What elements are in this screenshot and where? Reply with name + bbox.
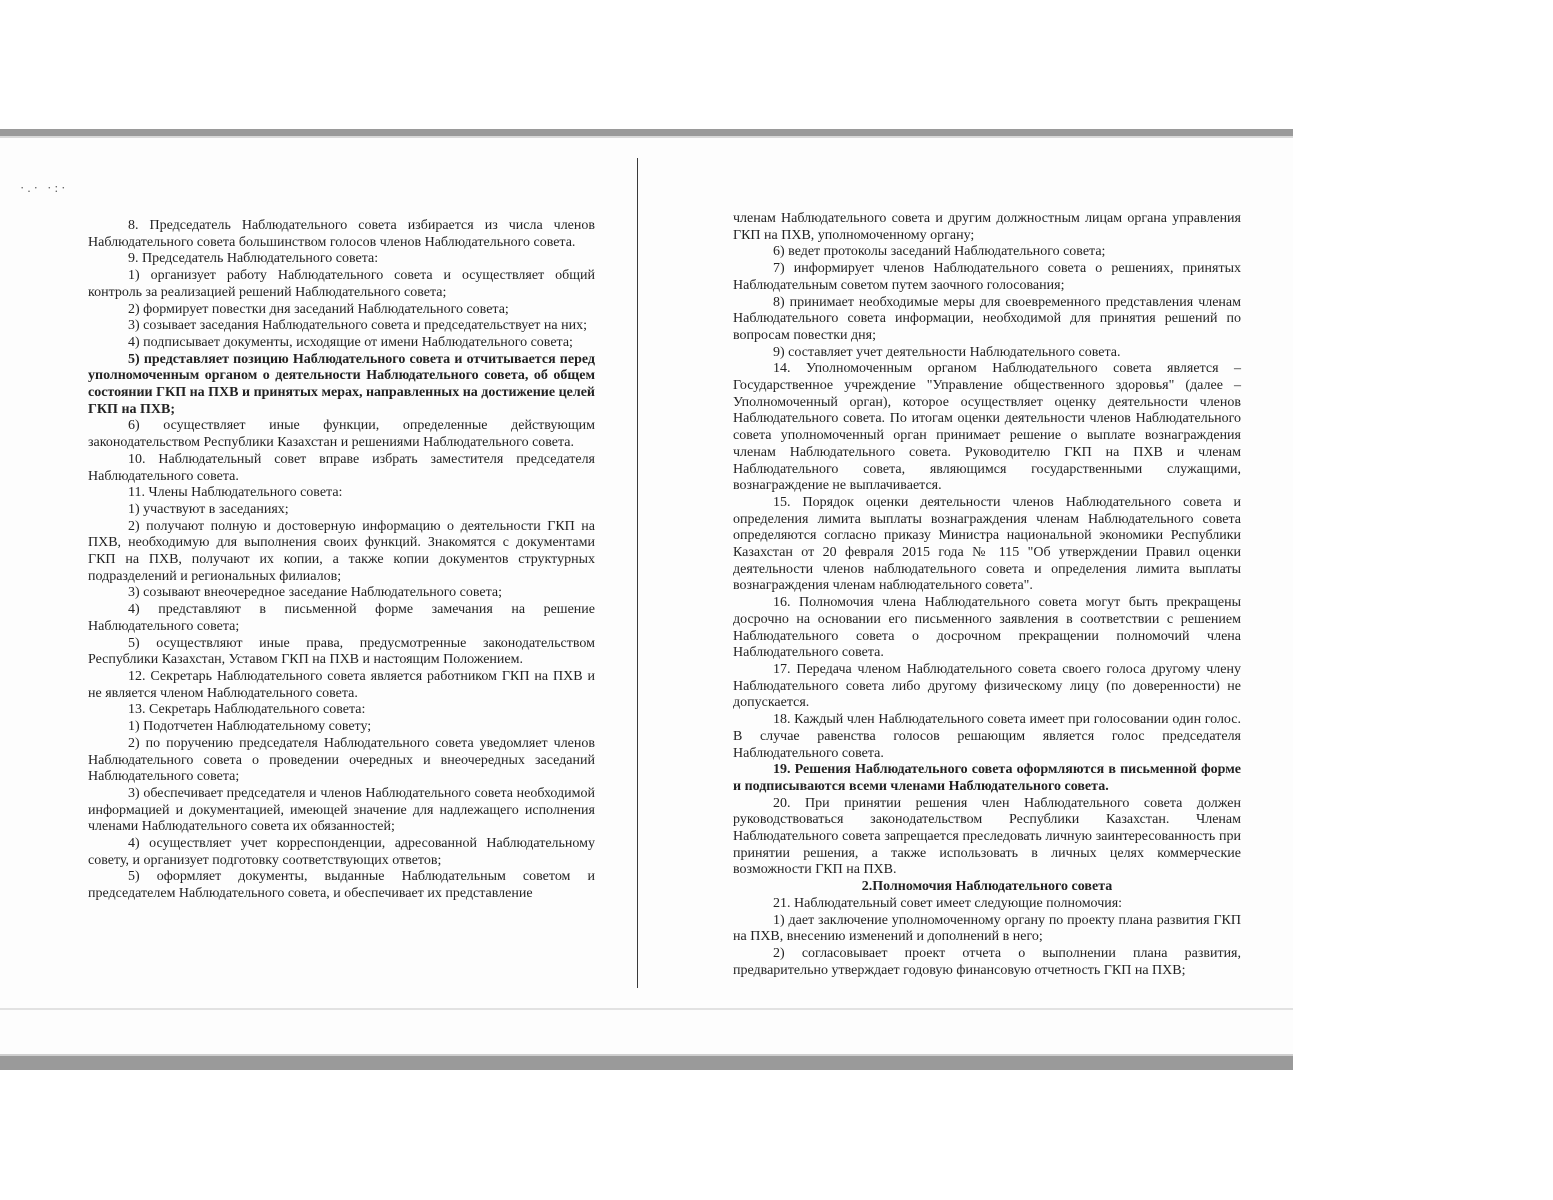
paragraph: 19. Решения Наблюдательного совета оформляются в письменной форме и подписываются всеми членами Наблюдательного совета. (733, 762, 1241, 794)
paragraph: 4) осуществляет учет корреспонденции, адресованной Наблюдательному совету, и организует подготовку соответствующих ответов; (88, 836, 595, 868)
paragraph: 4) подписывает документы, исходящие от имени Наблюдательного совета; (128, 334, 573, 350)
section-heading: 2.Полномочия Наблюдательного совета (861, 879, 1113, 895)
paragraph: 1) дает заключение уполномоченному органу по проекту плана развития ГКП на ПХВ, внесению изменений и дополнений в него; (733, 912, 1241, 945)
paragraph: 5) представляет позицию Наблюдательного совета и отчитывается перед уполномоченным органом о деятельности Наблюдательного совета, об общем состоянии ГКП на ПХВ и принятых мерах, направленных на достижение целей ГКП на ПХВ; (88, 351, 595, 417)
paragraph: 2) получают полную и достоверную информацию о деятельности ГКП на ПХВ, необходимую для выполнения своих функций. Знакомятся с документами ГКП на ПХВ, получают их копии, а также копии документов структурных подразделений и региональных филиалов; (88, 518, 595, 584)
paragraph: 10. Наблюдательный совет вправе избрать заместителя председателя Наблюдательного совета. (88, 451, 595, 484)
bottom-edge-line (0, 1008, 1293, 1010)
paragraph: 1) Подотчетен Наблюдательному совету; (128, 719, 372, 735)
paragraph: 3) обеспечивает председателя и членов Наблюдательного совета необходимой информацией и документацией, имеющей значение для надлежащего исполнения членами Наблюдательного совета их обязанностей; (88, 785, 595, 835)
paragraph: 12. Секретарь Наблюдательного совета является работником ГКП на ПХВ и не является членом Наблюдательного совета. (88, 668, 595, 701)
paragraph: 3) созывают внеочередное заседание Наблюдательного совета; (128, 585, 503, 601)
right-column (733, 211, 1241, 979)
paragraph: 11. Члены Наблюдательного совета: (128, 485, 343, 501)
paragraph: 9. Председатель Наблюдательного совета: (128, 251, 379, 267)
paragraph: 4) представляют в письменной форме замечания на решение Наблюдательного совета; (88, 602, 595, 634)
paragraph: 16. Полномочия члена Наблюдательного совета могут быть прекращены досрочно на основании его письменного заявления в соответствии с решением Наблюдательного совета о досрочном прекращении полномочий члена Наблюдательного совета. (733, 595, 1241, 661)
paragraph: 5) оформляет документы, выданные Наблюдательным советом и председателем Наблюдательного совета, и обеспечивает их представление (88, 869, 595, 902)
paragraph: 2) по поручению председателя Наблюдательного совета уведомляет членов Наблюдательного совета о проведении очередных и внеочередных заседаний Наблюдательного совета; (88, 735, 595, 785)
paragraph: 17. Передача членом Наблюдательного совета своего голоса другому члену Наблюдательного совета либо другому физическому лицу (по доверенности) не допускается. (733, 661, 1241, 711)
paragraph: 8. Председатель Наблюдательного совета избирается из числа членов Наблюдательного совета большинством голосов членов Наблюдательного совета. (88, 218, 595, 250)
left-column (88, 218, 595, 903)
paragraph: 8) принимает необходимые меры для своевременного представления членам Наблюдательного совета информации, необходимой для принятия решений по вопросам повестки дня; (733, 294, 1241, 343)
paragraph: 21. Наблюдательный совет имеет следующие полномочия: (773, 895, 1123, 911)
paragraph: членам Наблюдательного совета и другим должностным лицам органа управления ГКП на ПХВ, уполномоченному органу; (733, 211, 1241, 243)
paragraph: 6) ведет протоколы заседаний Наблюдательного совета; (773, 244, 1106, 260)
scan-marks: ·.· ·:· (20, 180, 69, 195)
fold-line (637, 158, 638, 988)
paragraph: 9) составляет учет деятельности Наблюдательного совета. (773, 344, 1121, 360)
paragraph: 5) осуществляют иные права, предусмотренные законодательством Республики Казахстан, Уставом ГКП на ПХВ и настоящим Положением. (88, 635, 595, 668)
paragraph: 2) формирует повестки дня заседаний Наблюдательного совета; (128, 301, 509, 317)
paragraph: 18. Каждый член Наблюдательного совета имеет при голосовании один голос. В случае равенства голосов решающим является голос председателя Наблюдательного совета. (733, 712, 1241, 761)
paragraph: 15. Порядок оценки деятельности членов Наблюдательного совета и определения лимита выплаты вознаграждения членам Наблюдательного совета определяются согласно приказу Министра национальной экономики Республики Казахстан от 20 февраля 2015 года № 115 "Об утверждении Правил оценки деятельности членов наблюдательного совета и определения лимита выплаты вознаграждения членам наблюдательного совета". (733, 494, 1241, 594)
paragraph: 1) организует работу Наблюдательного совета и осуществляет общий контроль за реализацией решений Наблюдательного совета; (88, 268, 595, 300)
paragraph: 20. При принятии решения член Наблюдательного совета должен руководствоваться законодательством Республики Казахстан. Членам Наблюдательного совета запрещается преследовать личную заинтересованность при принятии решения, а также использовать в личных целях коммерческие возможности ГКП на ПХВ. (733, 795, 1241, 878)
scanned-sheet (0, 129, 1293, 1070)
paragraph: 13. Секретарь Наблюдательного совета: (128, 702, 366, 718)
paragraph: 14. Уполномоченным органом Наблюдательного совета является – Государственное учреждение "Управление общественного здоровья" (далее – Уполномоченный орган), которое осуществляет оценку деятельности членов Наблюдательного совета. По итогам оценки деятельности членов Наблюдательного совета уполномоченный орган принимает решение о выплате вознаграждения членам Наблюдательного совета. Руководителю ГКП на ПХВ и членам Наблюдательного совета, являющимся государственными служащими, вознаграждение не выплачивается. (733, 361, 1241, 494)
paragraph: 7) информирует членов Наблюдательного совета о решениях, принятых Наблюдательным советом путем заочного голосования; (733, 261, 1241, 293)
paragraph: 1) участвуют в заседаниях; (128, 501, 289, 517)
paper-page (0, 136, 1293, 1056)
paragraph: 6) осуществляет иные функции, определенные действующим законодательством Республики Казахстан и решениями Наблюдательного совета. (88, 418, 595, 451)
paragraph: 2) согласовывает проект отчета о выполнении плана развития, предварительно утверждает годовую финансовую отчетность ГКП на ПХВ; (733, 945, 1241, 978)
paragraph: 3) созывает заседания Наблюдательного совета и председательствует на них; (128, 318, 587, 334)
